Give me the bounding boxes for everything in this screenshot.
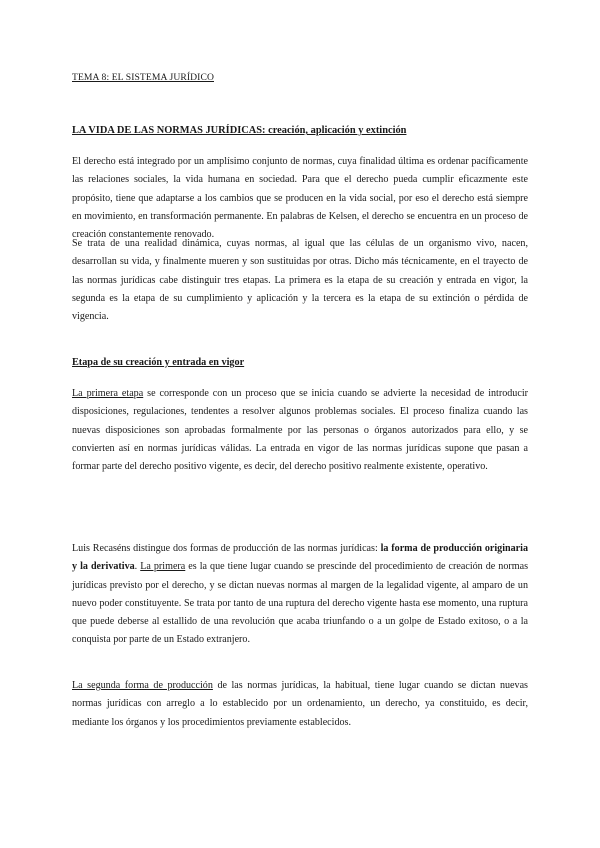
paragraph-text: .	[134, 561, 141, 573]
paragraph-realidad-dinamica: Se trata de una realidad dinámica, cuyas normas, al igual que las células de un organismo vivo, nacen, desarrollan su vida, y finalmente mueren y son sustituidas por otras. Dicho más técnicamente, en el trayecto de las normas jurídicas cabe distinguir tres etapas. La primera es la etapa de su creación y entrada en vigor, la segunda es la etapa de su cumplimiento y aplicación y la tercera es la etapa de su extinción o pérdida de vigencia.	[72, 238, 528, 323]
paragraph-derecho: El derecho está integrado por un amplísimo conjunto de normas, cuya finalidad última es ordenar pacíficamente las relaciones sociales, la vida humana en sociedad. Para que el derecho pueda cumplir eficazmente este propósito, tiene que adaptarse a los cambios que se producen en la vida social, por eso el derecho está siempre en movimiento, en transformación permanente. En palabras de Kelsen, el derecho se encuentra en un proceso de creación constantemente renovado.	[72, 156, 528, 241]
paragraph-text: se corresponde con un proceso que se inicia cuando se advierte la necesidad de introducir disposiciones, regulaciones, tendentes a resolver algunos problemas sociales. El proceso finaliza cuando las nuevas disposiciones son aprobadas formalmente por las personas o órganos autorizados para ello, y se convierten así en normas jurídicas válidas. La entrada en vigor de las normas jurídicas supone que pasan a formar parte del derecho positivo vigente, es decir, del derecho positivo realmente existente, operativo.	[72, 388, 529, 473]
subsection-title: Etapa de su creación y entrada en vigor	[72, 357, 245, 368]
term-formas-produccion: la forma de producción originaria y la derivativa	[72, 543, 528, 573]
section-title: LA VIDA DE LAS NORMAS JURÍDICAS: creación, aplicación y extinción	[72, 125, 407, 136]
paragraph-segunda-forma	[72, 677, 528, 732]
paragraph-primera-etapa	[72, 385, 528, 476]
paragraph-text: Luis Recaséns distingue dos formas de producción de las normas jurídicas:	[72, 543, 381, 554]
term-segunda-forma: La segunda forma de producción	[72, 680, 213, 691]
topic-title: TEMA 8: EL SISTEMA JURÍDICO	[72, 72, 214, 83]
paragraph-text: es la que tiene lugar cuando se prescinde del procedimiento de creación de normas jurídicas previsto por el derecho, y se dictan nuevas normas al margen de la legalidad vigente, al amparo de un nuevo poder constituyente. Se trata por tanto de una ruptura del derecho vigente hasta ese momento, una ruptura que puede deberse al estallido de una revolución que acaba triunfando o a un golpe de Estado exitoso, o a la conquista por parte de un Estado extranjero.	[72, 561, 528, 646]
term-la-primera: La primera	[140, 561, 186, 573]
term-primera-etapa: La primera etapa	[72, 388, 144, 399]
paragraph-recasens	[72, 540, 528, 650]
paragraph-text: de las normas jurídicas, la habitual, tiene lugar cuando se dictan nuevas normas jurídicas con arreglo a lo establecido por un ordenamiento, un derecho, ya constituido, es decir, mediante los órganos y los procedimientos previamente establecidos.	[72, 680, 528, 728]
